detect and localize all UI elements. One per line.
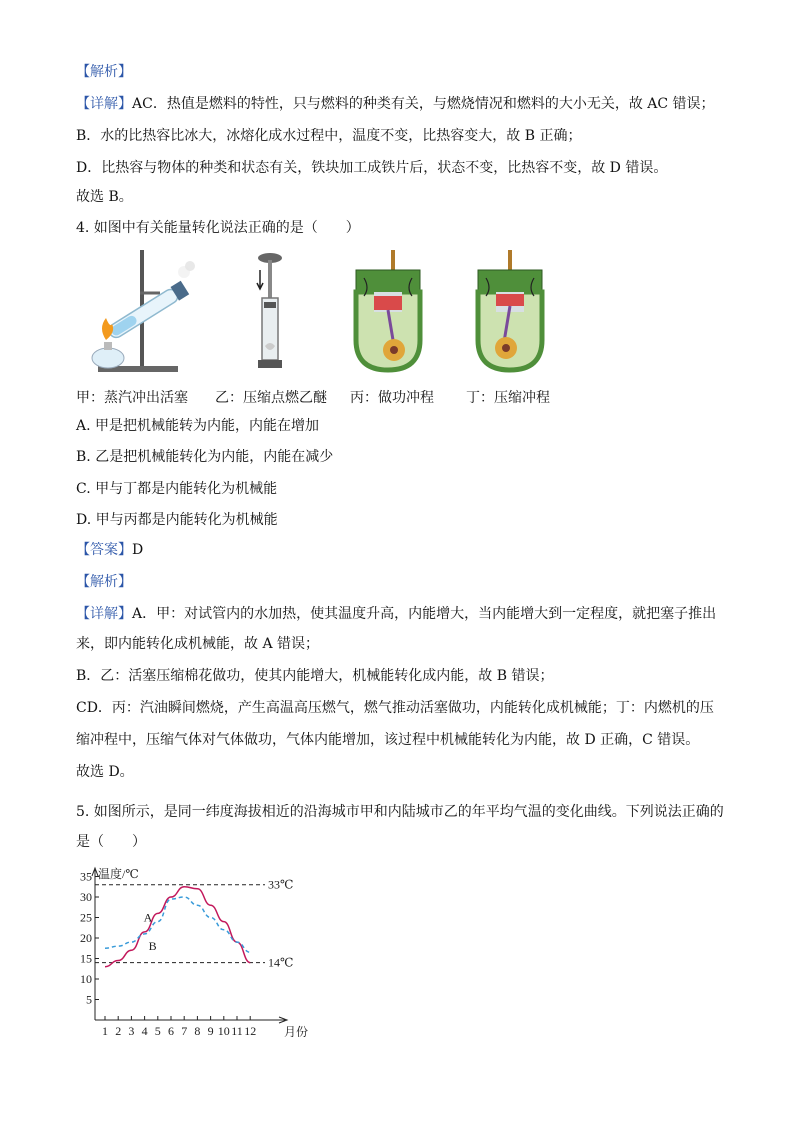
- series-label-a: A: [143, 910, 153, 925]
- analysis-heading-2: 【解析】: [76, 574, 132, 590]
- answer-value: D: [132, 542, 144, 558]
- caption-jia: 甲：蒸汽冲出活塞: [76, 390, 188, 406]
- option-c: C. 甲与丁都是内能转化为机械能: [76, 481, 278, 497]
- detail-text-2: A．甲：对试管内的水加热，使其温度升高，内能增大，当内能增大到一定程度，就把塞子推出: [132, 606, 717, 622]
- question-4-stem: 4. 如图中有关能量转化说法正确的是（ ）: [76, 220, 360, 236]
- detail-heading-2: 【详解】: [76, 606, 132, 622]
- figure-ding-compression-stroke: [472, 250, 548, 376]
- flame: [102, 318, 113, 340]
- option-a: A. 甲是把机械能转为内能，内能在增加: [76, 418, 320, 434]
- test-tube: [106, 281, 189, 341]
- x-tick-label: 7: [181, 1024, 188, 1038]
- figure-jia-steam-tube: [78, 248, 198, 378]
- question-5-stem-1: 5. 如图所示，是同一纬度海拔相近的沿海城市甲和内陆城市乙的年平均气温的变化曲线。下列说法正确的: [76, 804, 724, 820]
- y-tick-label: 25: [80, 910, 92, 925]
- detail-text-1: AC．热值是燃料的特性，只与燃料的种类有关，与燃烧情况和燃料的大小无关，故 AC 错误；: [132, 96, 715, 112]
- detail-line-d: D．比热容与物体的种类和状态有关，铁块加工成铁片后，状态不变，比热容不变，故 D 错误。: [76, 160, 668, 176]
- y-tick-label: 15: [80, 951, 92, 966]
- x-tick-label: 10: [217, 1024, 230, 1038]
- question-5-stem-2: 是（ ）: [76, 834, 146, 850]
- caption-bing: 丙：做功冲程: [350, 390, 434, 406]
- series-label-b: B: [148, 939, 157, 954]
- option-d: D. 甲与丙都是内能转化为机械能: [76, 512, 278, 528]
- option-b: B. 乙是把机械能转化为内能，内能在减少: [76, 449, 334, 465]
- piston: [374, 296, 402, 310]
- x-tick-label: 2: [115, 1024, 122, 1038]
- y-tick-label: 35: [80, 869, 92, 884]
- detail-line-b: B．水的比热容比冰大，冰熔化成水过程中，温度不变，比热容变大，故 B 正确；: [76, 128, 582, 144]
- detail-heading-1: 【详解】: [76, 96, 132, 112]
- answer-line: [76, 540, 143, 560]
- conclusion-2: 故选 D。: [76, 764, 134, 780]
- detail-line-3: B．乙：活塞压缩棉花做功，使其内能增大，机械能转化成内能，故 B 错误；: [76, 668, 554, 684]
- analysis-heading-1: 【解析】: [76, 64, 132, 80]
- x-tick-label: 8: [194, 1024, 201, 1038]
- caption-yi: 乙：压缩点燃乙醚: [215, 390, 327, 406]
- y-tick-label: 5: [86, 992, 92, 1007]
- answer-heading: 【答案】: [76, 542, 132, 558]
- caption-ding: 丁：压缩冲程: [466, 390, 550, 406]
- y-tick-label: 20: [80, 931, 92, 945]
- temperature-chart: [70, 860, 330, 1045]
- spark-plug: [508, 250, 512, 270]
- detail-paragraph-2: [76, 604, 716, 624]
- detail-paragraph-1: [76, 94, 715, 114]
- conclusion-1: 故选 B。: [76, 189, 133, 205]
- series-line-a: [105, 887, 250, 967]
- reference-label: 33℃: [268, 877, 294, 892]
- figure-bing-power-stroke: [350, 250, 426, 376]
- y-tick-label: 30: [80, 890, 92, 904]
- detail-line-4: CD．丙：汽油瞬间燃烧，产生高温高压燃气，燃气推动活塞做功，内能转化成机械能；丁：内燃机的压: [76, 700, 714, 716]
- y-axis-label: 温度/℃: [98, 867, 139, 881]
- x-axis-label: 月份: [284, 1025, 309, 1039]
- piston: [496, 294, 524, 306]
- detail-line-2: 来，即内能转化成机械能，故 A 错误；: [76, 636, 320, 652]
- down-arrow-icon: [257, 270, 263, 289]
- detail-line-5: 缩冲程中，压缩气体对气体做功，气体内能增加，该过程中机械能转化为内能，故 D 正确，C 错误。: [76, 732, 700, 748]
- x-tick-label: 4: [141, 1024, 148, 1038]
- x-tick-label: 9: [207, 1024, 214, 1038]
- x-tick-label: 5: [154, 1024, 161, 1038]
- y-tick-label: 10: [80, 972, 92, 986]
- reference-label: 14℃: [268, 955, 294, 970]
- x-tick-label: 12: [244, 1024, 257, 1038]
- figure-yi-air-piston: [250, 250, 290, 376]
- spark-plug: [391, 250, 395, 270]
- x-tick-label: 1: [102, 1024, 108, 1038]
- alcohol-lamp: [92, 348, 124, 368]
- x-tick-label: 11: [231, 1024, 243, 1038]
- x-tick-label: 3: [128, 1024, 135, 1038]
- x-tick-label: 6: [168, 1024, 174, 1038]
